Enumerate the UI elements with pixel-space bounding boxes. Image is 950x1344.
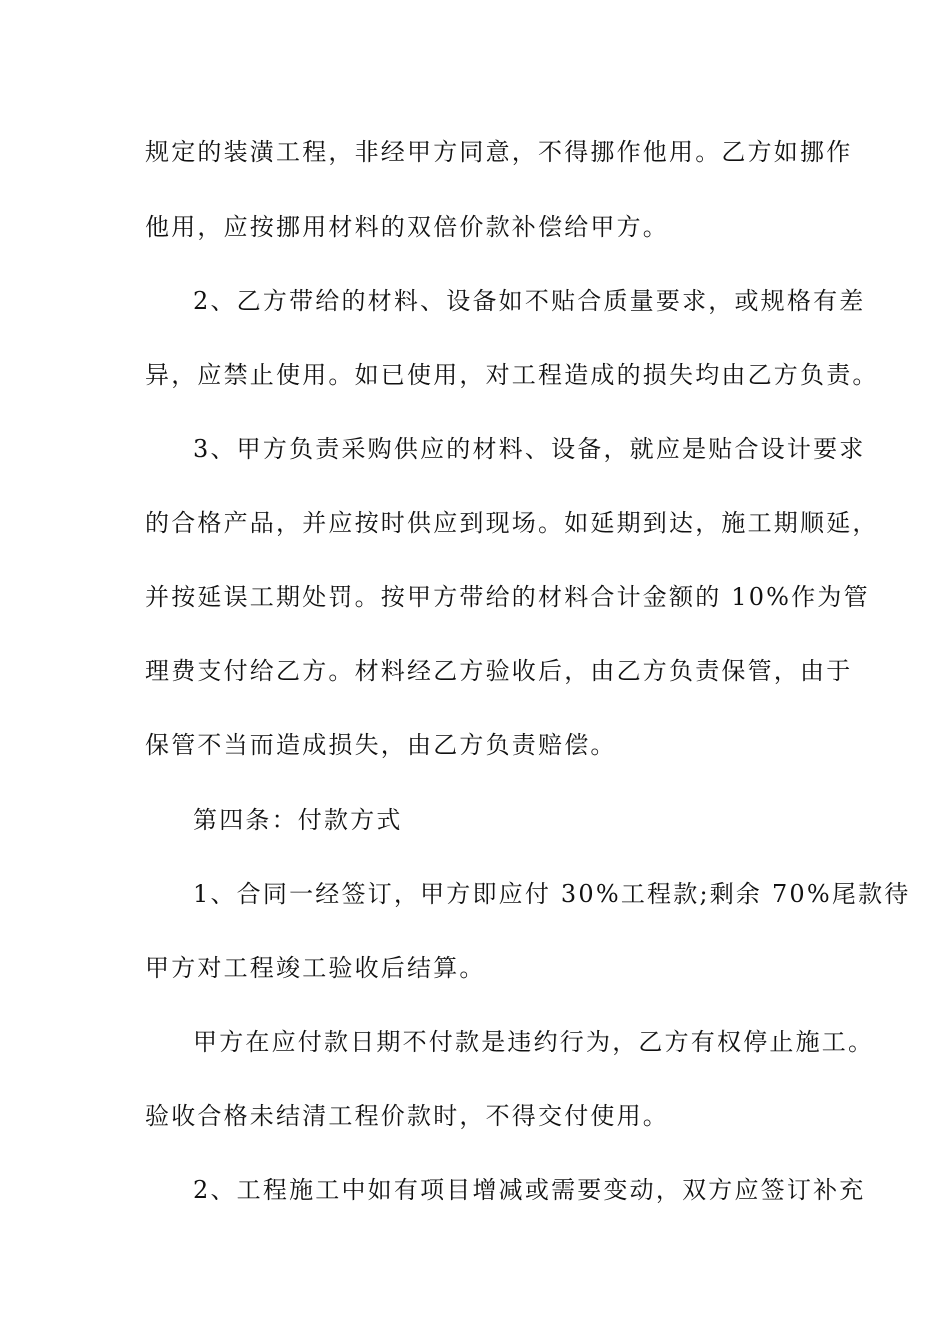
section-heading: 第四条：付款方式 — [193, 806, 403, 834]
text-line: 规定的装潢工程，非经甲方同意，不得挪作他用。乙方如挪作 — [145, 138, 853, 166]
text-line: 甲方对工程竣工验收后结算。 — [145, 954, 486, 982]
text-line: 甲方在应付款日期不付款是违约行为，乙方有权停止施工。 — [193, 1028, 875, 1056]
text-line: 2、乙方带给的材料、设备如不贴合质量要求，或规格有差 — [193, 287, 866, 315]
text-line: 验收合格未结清工程价款时，不得交付使用。 — [145, 1102, 669, 1130]
text-line: 理费支付给乙方。材料经乙方验收后，由乙方负责保管，由于 — [145, 657, 853, 685]
text-line: 1、合同一经签订，甲方即应付 30%工程款;剩余 70%尾款待 — [193, 880, 911, 908]
text-line: 并按延误工期处罚。按甲方带给的材料合计金额的 10%作为管 — [145, 583, 870, 611]
text-line: 2、工程施工中如有项目增减或需要变动，双方应签订补充 — [193, 1176, 866, 1204]
text-line: 的合格产品，并应按时供应到现场。如延期到达，施工期顺延， — [145, 509, 879, 537]
text-line: 保管不当而造成损失，由乙方负责赔偿。 — [145, 731, 617, 759]
text-line: 3、甲方负责采购供应的材料、设备，就应是贴合设计要求 — [193, 435, 866, 463]
text-line: 他用，应按挪用材料的双倍价款补偿给甲方。 — [145, 213, 669, 241]
text-line: 异，应禁止使用。如已使用，对工程造成的损失均由乙方负责。 — [145, 361, 879, 389]
